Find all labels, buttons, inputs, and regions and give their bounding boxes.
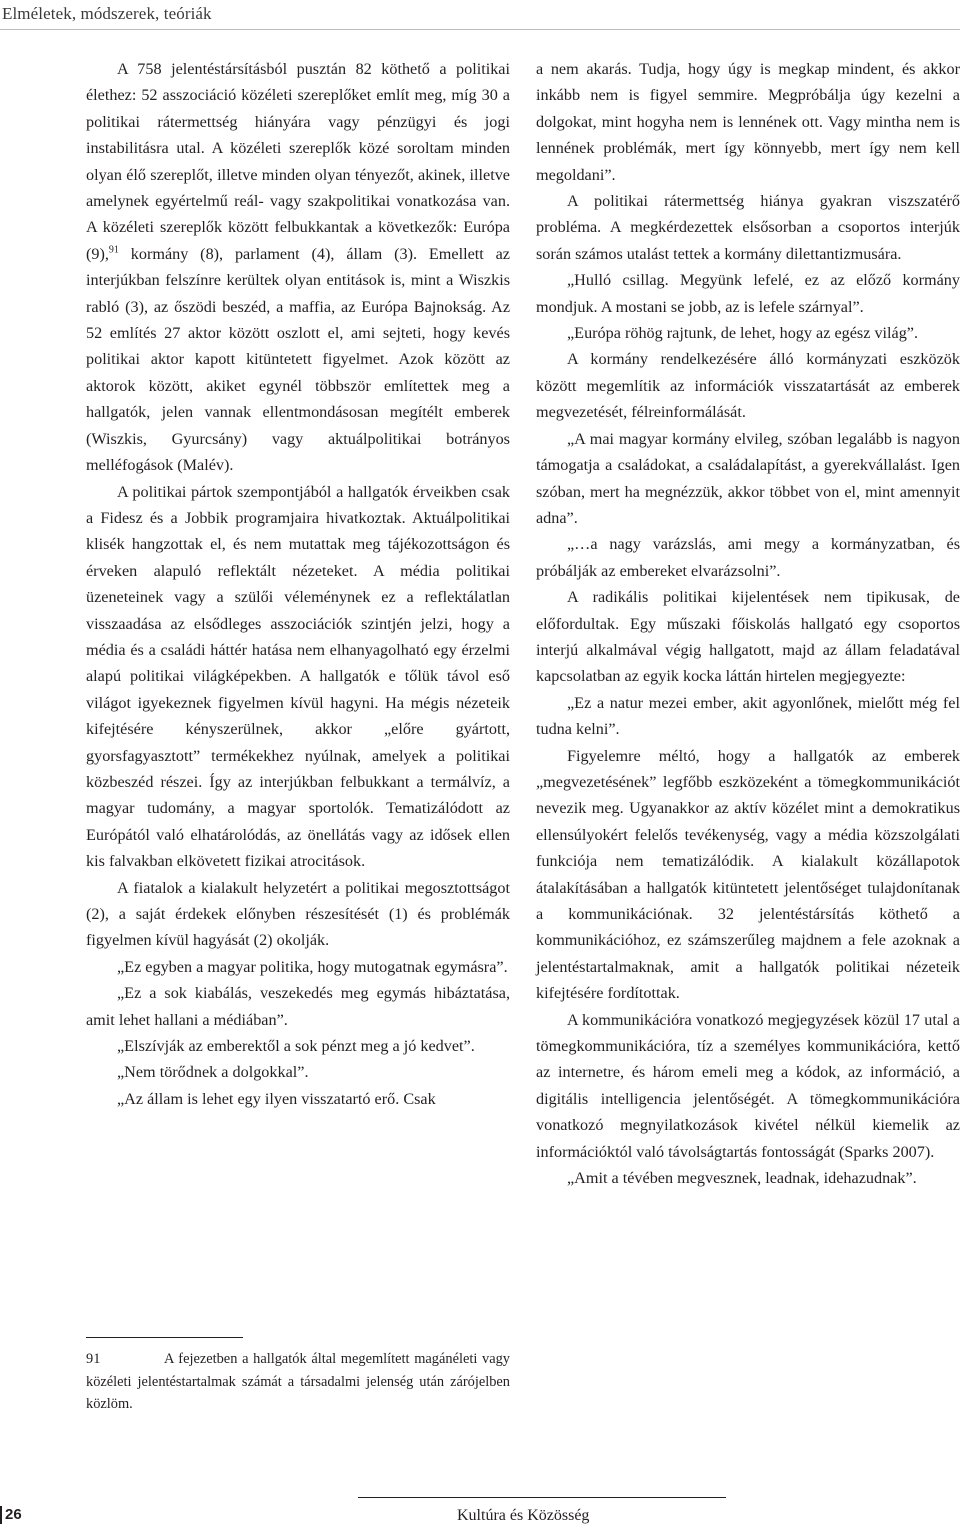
left-column — [86, 56, 510, 1112]
quote-paragraph: „A mai magyar kormány elvileg, szóban legalább is nagyon támogatja a családokat, a családalapítást, a gyerekvállalást. Igen szóban, mert ha megnézzük, akkor többet von el, mint amennyit adna”. — [536, 429, 960, 527]
quote-paragraph: „Európa röhög rajtunk, de lehet, hogy az egész világ”. — [567, 324, 919, 343]
paragraph: A radikális politikai kijelentések nem tipikusak, de előfordultak. Egy műszaki főiskolás hallgató egy csoportos interjú alkalmával végig hallgatott, majd az állam feladatával kapcsolatban az egyik kocka láttán hirtelen megjegyezte: — [536, 588, 960, 686]
quote-paragraph: „…a nagy varázslás, ami megy a kormányzatban, és próbálják az embereket elvarázsolni”. — [536, 535, 960, 580]
header-divider — [0, 29, 960, 30]
paragraph: A politikai rátermettség hiánya gyakran viszszatérő probléma. A megkérdezettek elsősorban a csoportos interjúk során számos utalást tettek a kormány dilettantizmusára. — [536, 192, 960, 263]
quote-paragraph: „Ez a natur mezei ember, akit agyonlőnek, mielőtt még fel tudna kelni”. — [536, 693, 960, 739]
quote-paragraph: „Amit a tévében megvesznek, leadnak, idehazudnak”. — [567, 1169, 917, 1188]
paragraph: Figyelemre méltó, hogy a hallgatók az emberek „megvezetésének” legfőbb eszközeként a tömegkommunikációt nevezik meg. Ugyanakkor az aktív közélet mint a demokratikus ellensúlyokért felelős tevékenység, vagy a média közszolgálati funkciója nem tematizálódik. A kialakult közállapotok átalakításában a hallgatók kitüntetett jelentőséget tulajdonítanak a kommunikációnak. 32 jelentéstársítás köthető a kommunikációhoz, ez számszerűleg majdnem a fele azoknak a jelentéstartalmaknak, amit a hallgatók politikai nézeteik kifejtésére fordítottak. — [536, 746, 960, 1003]
footnote-text: A fejezetben a hallgatók által megemlített magánéleti vagy közéleti jelentéstartalmak számát a társadalmi jelenség után zárójelben közlöm. — [86, 1351, 510, 1412]
footnote-number: 91 — [86, 1351, 101, 1367]
quote-paragraph: „Ez a sok kiabálás, veszekedés meg egymás hibáztatása, amit lehet hallani a médiában”. — [86, 984, 510, 1029]
paragraph — [86, 56, 510, 479]
paragraph-text-continued: kormány (8), parlament (4), állam (3). Emellett az interjúkban felszínre kerültek olyan entitások is, mint a Wiszkis rabló (3), az őszödi beszéd, a maffia, az Európa Bajnokság. Az 52 említés 27 aktor között oszlott el, ami sejteti, hogy kevés politikai aktor kapott kitüntetett figyelmet. Azok között az aktorok között, akiket egynél többször említettek meg a hallgatók, jelen vannak ellentmondásosan megítélt emberek (Wiszkis, Gyurcsány) vagy aktuálpolitikai botrányos melléfogások (Malév). — [86, 244, 510, 475]
paragraph: A fiatalok a kialakult helyzetért a politikai megosztottságot (2), a saját érdekek előnyben részesítését (1) és problémák figyelmen kívül hagyását (2) okolják. — [86, 878, 510, 950]
paragraph: A kormány rendelkezésére álló kormányzati eszközök között megemlítik az információk visszatartását az emberek megvezetését, félreinformálását. — [536, 350, 960, 422]
page-number: 26 — [0, 1506, 22, 1524]
paragraph-text: A 758 jelentéstársításból pusztán 82 köthető a politikai élethez: 52 asszociáció közéleti szereplőket említ meg, míg 30 a politikai rátermettség hiányára vagy pénzügyi és jogi instabilitásra utal. A közéleti szereplők közé soroltam minden olyan élő szereplőt, illetve minden olyan tényezőt, akinek, illetve amelynek egyértelmű reál- vagy szakpolitikai vonatkozása van. A közéleti szereplők között felbukkantak a következők: Európa (9), — [86, 60, 510, 263]
paragraph: A kommunikációra vonatkozó megjegyzések közül 17 utal a tömegkommunikációra, tíz a személyes kommunikációra, kettő az internetre, és három emeli meg a kódok, az információ, a digitális intelligencia jelentőségét. A tömegkommunikációra vonatkozó megnyilatkozások kivétel nélkül kiemelik az információktól való távolságtartás fontosságát (Sparks 2007). — [536, 1010, 960, 1161]
paragraph: A politikai pártok szempontjából a hallgatók érveikben csak a Fidesz és a Jobbik programjaira hivatkoztak. Aktuálpolitikai klisék hangzottak el, és nem mutattak meg tájékozottságon és érveken alapuló reflektált nézeteket. A média politikai üzeneteinek vagy a szülői véleménynek ez a reflektálatlan visszaadása az elsődleges asszociációk szintjén jelzi, hogy a média és a családi háttér hatása nem elhanyagolható egy érzelmi alapú politikai világképekben. A hallgatók e tőlük távol eső világot igyekeznek figyelmen kívül hagyni. Ha mégis nézeteik kifejtésére kényszerülnek, akkor „előre gyártott, gyorsfagyasztott” termékekhez nyúlnak, amelyek a politikai közbeszéd részei. Így az interjúkban felbukkant a termálvíz, a magyar tudomány, a magyar sportolók. Tematizálódott az Európától való elhatárolódás, az önellátás vagy az idősek ellen kis falvakban elkövetett fizikai atrocitások. — [86, 482, 510, 871]
footnote-divider — [86, 1337, 243, 1338]
quote-paragraph: „Nem törődnek a dolgokkal”. — [117, 1063, 309, 1082]
running-header: Elméletek, módszerek, teóriák — [2, 4, 212, 23]
footer-divider — [358, 1497, 726, 1498]
paragraph: a nem akarás. Tudja, hogy úgy is megkap mindent, és akkor inkább nem is figyel semmire. Megpróbálja úgy kezelni a dolgokat, mint hogyha nem is lennének ott. Vagy mintha nem is lennének problémák, mert így könnyebb, mert így nem kell megoldani”. — [536, 60, 960, 184]
quote-paragraph: „Elszívják az emberektől a sok pénzt meg a jó kedvet”. — [117, 1037, 475, 1056]
journal-name: Kultúra és Közösség — [457, 1507, 590, 1524]
footnote-reference[interactable]: 91 — [108, 244, 119, 256]
right-column — [536, 56, 960, 1191]
quote-paragraph: „Az állam is lehet egy ilyen visszatartó erő. Csak — [117, 1089, 436, 1108]
footnote — [86, 1348, 510, 1416]
quote-paragraph: „Hulló csillag. Megyünk lefelé, ez az előző kormány mondjuk. A mostani se jobb, az is lefele szárnyal”. — [536, 271, 960, 316]
quote-paragraph: „Ez egyben a magyar politika, hogy mutogatnak egymásra”. — [117, 957, 508, 976]
